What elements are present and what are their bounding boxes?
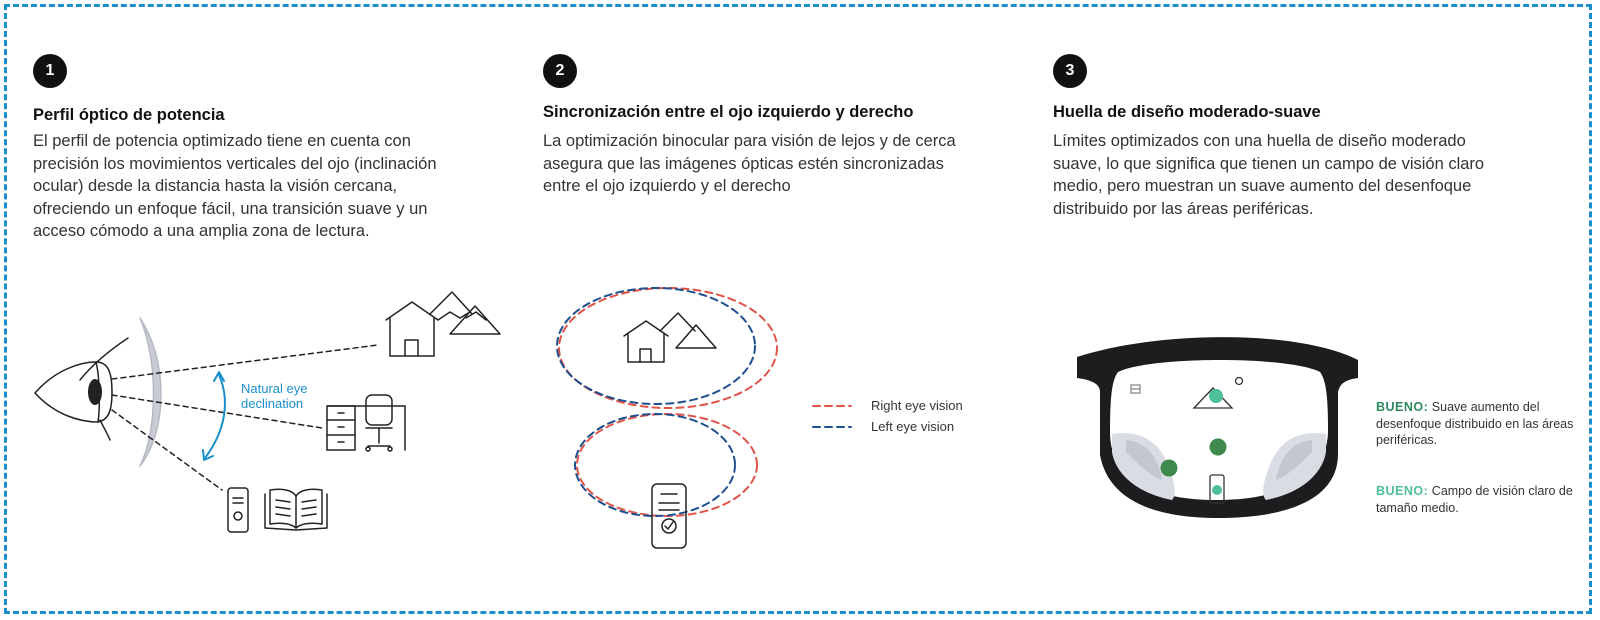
panel-1-line: El perfil de potencia optimizado tiene en cuenta con	[33, 132, 411, 150]
panel-2-line: entre el ojo izquierdo y el derecho	[543, 177, 791, 195]
step-number-1-text: 1	[45, 62, 55, 79]
callout-text: Campo de visión claro de tamaño medio.	[1376, 484, 1573, 515]
panel-2-title: Sincronización entre el ojo izquierdo y derecho	[543, 103, 914, 121]
panel-3-line: distribuido por las áreas periféricas.	[1053, 199, 1314, 218]
declination-arrow-icon	[203, 372, 225, 460]
house-mountains-icon-2	[624, 313, 716, 362]
panel-1-line: ocular) desde la distancia hasta la visión cercana,	[33, 177, 398, 195]
focus-dot-peripheral	[1161, 460, 1178, 477]
desk-chair-icon	[327, 395, 405, 451]
panel-2-line: asegura que las imágenes ópticas estén sincronizadas	[543, 154, 944, 173]
panel-2-line: La optimización binocular para visión de lejos y de cerca	[543, 132, 956, 150]
callout-text: Suave aumento del desenfoque distribuido en las áreas periféricas.	[1376, 400, 1574, 447]
panel-3-title: Huella de diseño moderado-suave	[1053, 103, 1321, 121]
panel-1-title: Perfil óptico de potencia	[33, 106, 225, 124]
step-number-2-text: 2	[555, 62, 565, 79]
panel-1-line: acceso cómodo a una amplia zona de lectura.	[33, 222, 370, 240]
eye-icon	[35, 338, 128, 440]
vision-ellipses	[557, 288, 777, 516]
callout-tag: BUENO:	[1376, 400, 1429, 414]
focus-dot-near	[1212, 485, 1222, 495]
panel-1-line: precisión los movimientos verticales del ojo (inclinación	[33, 154, 437, 173]
legend-left-eye: Left eye vision	[871, 419, 955, 434]
callout-peripheral	[1376, 399, 1576, 449]
panel-3-line: Límites optimizados con una huella de diseño moderado	[1053, 132, 1466, 150]
panel-3-line: suave, lo que significa que tienen un campo de visión claro	[1053, 154, 1485, 173]
house-mountains-icon	[386, 292, 500, 356]
legend-right-eye: Right eye vision	[871, 398, 963, 413]
glasses-icon	[1077, 337, 1358, 518]
focus-dot-far	[1209, 389, 1223, 403]
focus-dot-mid	[1210, 439, 1227, 456]
callout-tag: BUENO:	[1376, 484, 1429, 498]
step-number-3-text: 3	[1065, 62, 1075, 79]
panel-1-line: ofreciendo un enfoque fácil, una transición suave y un	[33, 199, 428, 218]
legend-swatches	[813, 406, 851, 427]
declination-annotation	[241, 381, 307, 411]
phone-icon	[228, 488, 248, 532]
panel-3-line: medio, pero muestran un suave aumento del desenfoque	[1053, 177, 1472, 195]
declination-line-1: Natural eye	[241, 381, 308, 396]
book-icon	[265, 489, 327, 530]
callout-clear-field	[1376, 483, 1576, 516]
declination-line-2: declination	[241, 396, 304, 411]
